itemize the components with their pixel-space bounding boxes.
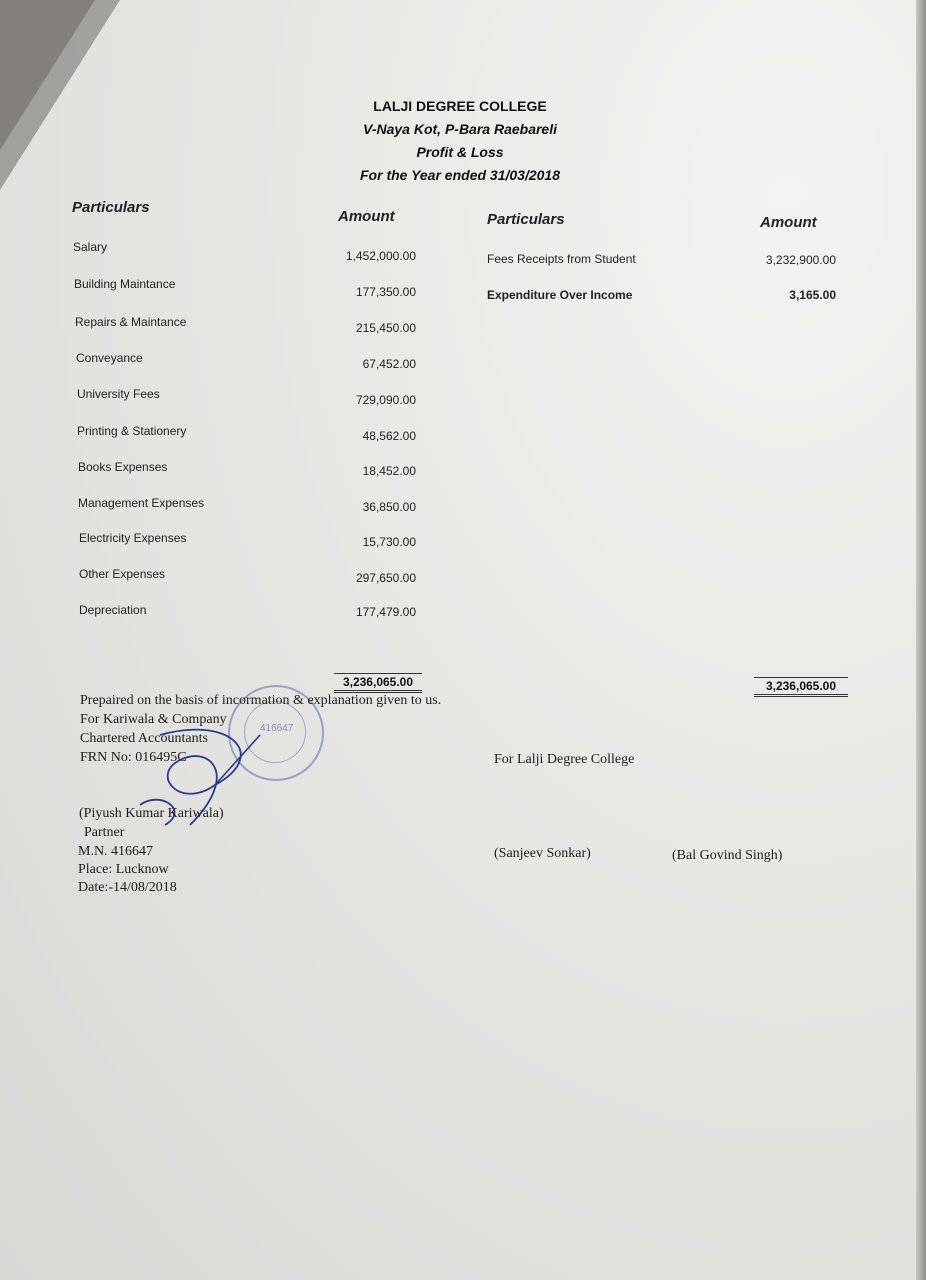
expense-amount: 177,479.00 <box>355 605 416 619</box>
expense-amount: 48,562.00 <box>362 429 416 443</box>
page-edge <box>916 0 926 1280</box>
college-sign-for: For Lalji Degree College <box>494 752 635 767</box>
expense-amount: 15,730.00 <box>362 535 416 549</box>
income-amount: 3,232,900.00 <box>765 253 836 267</box>
expense-label: Printing & Stationery <box>77 424 187 438</box>
expense-label: Conveyance <box>76 351 143 365</box>
expense-label: University Fees <box>77 387 160 401</box>
page-corner-fold <box>0 0 120 190</box>
expense-amount: 67,452.00 <box>362 357 416 371</box>
signatory-1: (Sanjeev Sonkar) <box>494 846 591 861</box>
expense-label: Salary <box>73 240 108 254</box>
stamp-text: 416647 <box>260 723 294 734</box>
expense-label: Depreciation <box>79 603 147 617</box>
expense-label: Repairs & Maintance <box>75 315 187 329</box>
auditor-frn: FRN No: 016495C <box>80 750 187 765</box>
expense-amount: 18,452.00 <box>362 464 416 478</box>
auditor-mn: M.N. 416647 <box>78 844 154 859</box>
document-header <box>300 95 620 187</box>
preparation-note: Prepaired on the basis of incormation & explanation given to us. <box>80 693 442 708</box>
expense-label: Other Expenses <box>79 567 166 581</box>
expense-label: Books Expenses <box>78 460 168 474</box>
expense-amount: 297,650.00 <box>355 571 416 585</box>
auditor-signature <box>120 715 270 845</box>
signatory-2: (Bal Govind Singh) <box>672 848 783 863</box>
right-total: 3,236,065.00 <box>754 677 848 697</box>
income-amount: 3,165.00 <box>789 288 836 302</box>
expense-amount: 1,452,000.00 <box>345 249 416 263</box>
expense-amount: 729,090.00 <box>355 393 416 407</box>
left-particulars-heading: Particulars <box>72 199 150 216</box>
bleed-through-text <box>420 512 423 526</box>
expense-amount: 215,450.00 <box>355 321 416 335</box>
auditor-date: Date:-14/08/2018 <box>78 880 177 895</box>
right-amount-heading: Amount <box>760 214 817 231</box>
left-total: 3,236,065.00 <box>334 673 422 693</box>
income-label: Expenditure Over Income <box>487 288 633 302</box>
auditor-role: Partner <box>84 825 125 840</box>
expense-amount: 177,350.00 <box>355 285 416 299</box>
expense-amount: 36,850.00 <box>362 500 416 514</box>
auditor-type: Chartered Accountants <box>80 731 208 746</box>
statement-title: Profit & Loss <box>416 144 504 160</box>
right-particulars-heading: Particulars <box>487 211 565 228</box>
college-address: V-Naya Kot, P-Bara Raebareli <box>363 121 557 137</box>
auditor-name: (Piyush Kumar Kariwala) <box>79 806 224 821</box>
statement-period: For the Year ended 31/03/2018 <box>360 167 560 183</box>
income-label: Fees Receipts from Student <box>487 252 636 266</box>
expense-label: Management Expenses <box>78 496 205 510</box>
auditor-firm: For Kariwala & Company <box>80 712 227 727</box>
expense-label: Electricity Expenses <box>79 531 187 545</box>
expense-label: Building Maintance <box>74 277 176 291</box>
auditor-place: Place: Lucknow <box>78 862 169 877</box>
left-amount-heading: Amount <box>338 208 395 225</box>
college-name: LALJI DEGREE COLLEGE <box>373 98 547 114</box>
